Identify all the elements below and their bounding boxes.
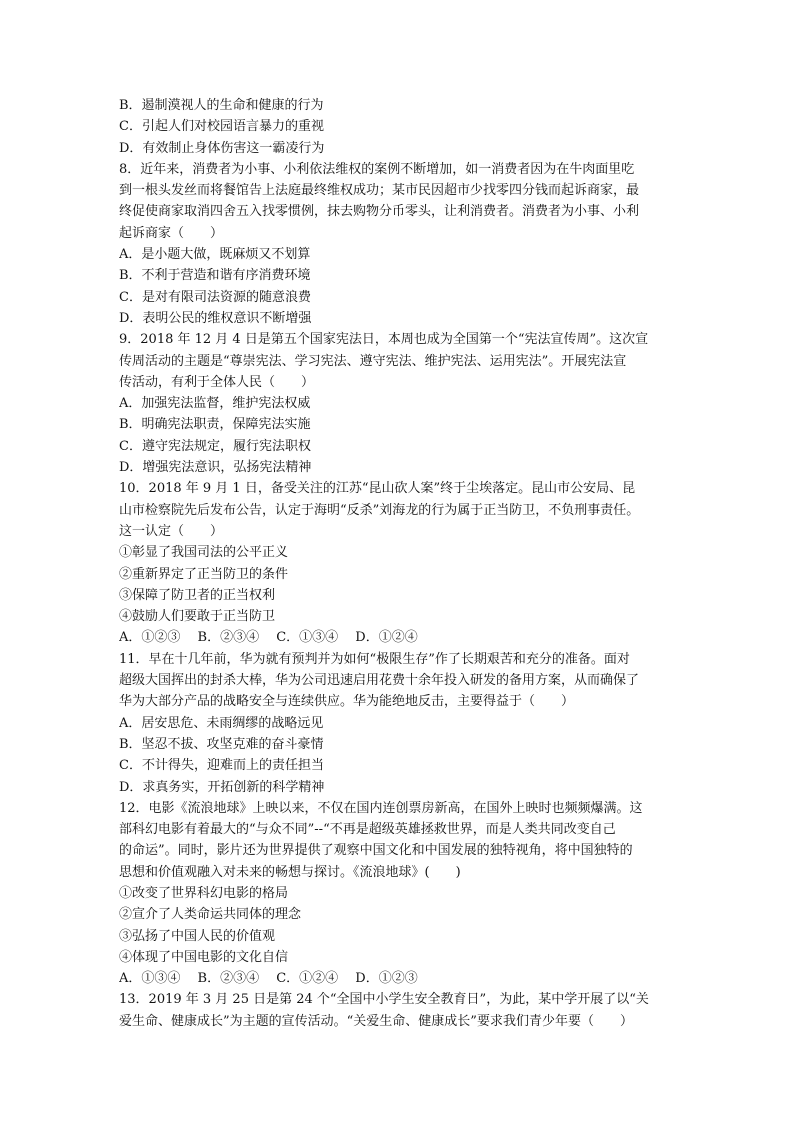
text-line: B．坚忍不拔、攻坚克难的奋斗豪情 <box>119 736 324 752</box>
text-line: C．是对有限司法资源的随意浪费 <box>119 289 311 305</box>
text-line: A．①②③ B．②③④ C．①③④ D．①②④ <box>119 630 418 646</box>
text-line: 思想和价值观融入对未来的畅想与探讨。《流浪地球》( ) <box>119 864 461 880</box>
text-line: 爱生命、健康成长”为主题的宣传活动。“关爱生命、健康成长”要求我们青少年要（ ） <box>119 1013 633 1029</box>
text-line: A．居安思危、未雨绸缪的战略远见 <box>119 715 324 731</box>
text-line: 的命运”。同时，影片还为世界提供了观察中国文化和中国发展的独特视角，将中国独特的 <box>119 843 633 859</box>
text-line: ①彰显了我国司法的公平正义 <box>119 545 289 561</box>
text-line: D．增强宪法意识，弘扬宪法精神 <box>119 460 312 476</box>
text-line: ③弘扬了中国人民的价值观 <box>119 928 276 944</box>
text-line: ④鼓励人们要敢于正当防卫 <box>119 609 276 625</box>
text-line: C．引起人们对校园语言暴力的重视 <box>119 119 324 135</box>
text-line: 部科幻电影有着最大的“与众不同”--“不再是超级英雄拯救世界，而是人类共同改变自己 <box>119 822 616 838</box>
exam-questions <box>119 95 679 1032</box>
text-line: C．不计得失，迎难而上的责任担当 <box>119 758 324 774</box>
text-line: 传活动，有利于全体人民（ ） <box>119 374 315 390</box>
text-line: 12．电影《流浪地球》上映以来，不仅在国内连创票房新高，在国外上映时也频频爆满。这 <box>119 800 643 816</box>
text-line: ①改变了世界科幻电影的格局 <box>119 885 289 901</box>
text-line: 这一认定（ ） <box>119 523 224 539</box>
text-line: 10．2018 年 9 月 1 日，备受关注的江苏“昆山砍人案”终于尘埃落定。昆山市公安局、昆 <box>119 481 636 497</box>
text-line: 山市检察院先后发布公告，认定于海明“反杀”刘海龙的行为属于正当防卫，不负刑事责任。 <box>119 502 640 518</box>
text-line: B．不利于营造和谐有序消费环境 <box>119 268 311 284</box>
text-line: ②重新界定了正当防卫的条件 <box>119 566 289 582</box>
text-line: 华为大部分产品的战略安全与连续供应。华为能绝地反击，主要得益于（ ） <box>119 694 575 710</box>
text-line: A．加强宪法监督，维护宪法权威 <box>119 396 311 412</box>
text-line: D．有效制止身体伤害这一霸凌行为 <box>119 140 325 156</box>
text-line: 起诉商家（ ） <box>119 225 224 241</box>
text-line: ④体现了中国电影的文化自信 <box>119 949 289 965</box>
text-line: 终促使商家取消四舍五入找零惯例，抹去购物分币零头，让利消费者。消费者为小事、小利 <box>119 204 640 220</box>
text-line: ②宣介了人类命运共同体的理念 <box>119 907 302 923</box>
text-line: 到一根头发丝而将餐馆告上法庭最终维权成功；某市民因超市少找零四分钱而起诉商家，最 <box>119 183 640 199</box>
text-line: 9．2018 年 12 月 4 日是第五个国家宪法日，本周也成为全国第一个“宪法宣传周”。这次宣 <box>119 332 649 348</box>
text-line: D．求真务实，开拓创新的科学精神 <box>119 779 325 795</box>
text-line: B．明确宪法职责，保障宪法实施 <box>119 417 311 433</box>
text-line: A．是小题大做，既麻烦又不划算 <box>119 247 311 263</box>
text-line: C．遵守宪法规定，履行宪法职权 <box>119 438 311 454</box>
text-line: B．遏制漠视人的生命和健康的行为 <box>119 98 324 113</box>
text-line: 超级大国挥出的封杀大棒，华为公司迅速启用花费十余年投入研发的备用方案，从而确保了 <box>119 673 640 689</box>
text-line: ③保障了防卫者的正当权利 <box>119 587 276 603</box>
text-line: 传周活动的主题是“尊崇宪法、学习宪法、遵守宪法、维护宪法、运用宪法”。开展宪法宣 <box>119 353 627 369</box>
text-line: A．①③④ B．②③④ C．①②④ D．①②③ <box>119 971 418 987</box>
text-line: 13．2019 年 3 月 25 日是第 24 个“全国中小学生安全教育日”，为此，某中学开展了以“关 <box>119 992 649 1008</box>
text-line: 11．早在十几年前，华为就有预判并为如何“极限生存”作了长期艰苦和充分的准备。面对 <box>119 651 630 667</box>
text-line: 8．近年来，消费者为小事、小利依法维权的案例不断增加，如一消费者因为在牛肉面里吃 <box>119 161 635 177</box>
text-line: D．表明公民的维权意识不断增强 <box>119 310 312 326</box>
